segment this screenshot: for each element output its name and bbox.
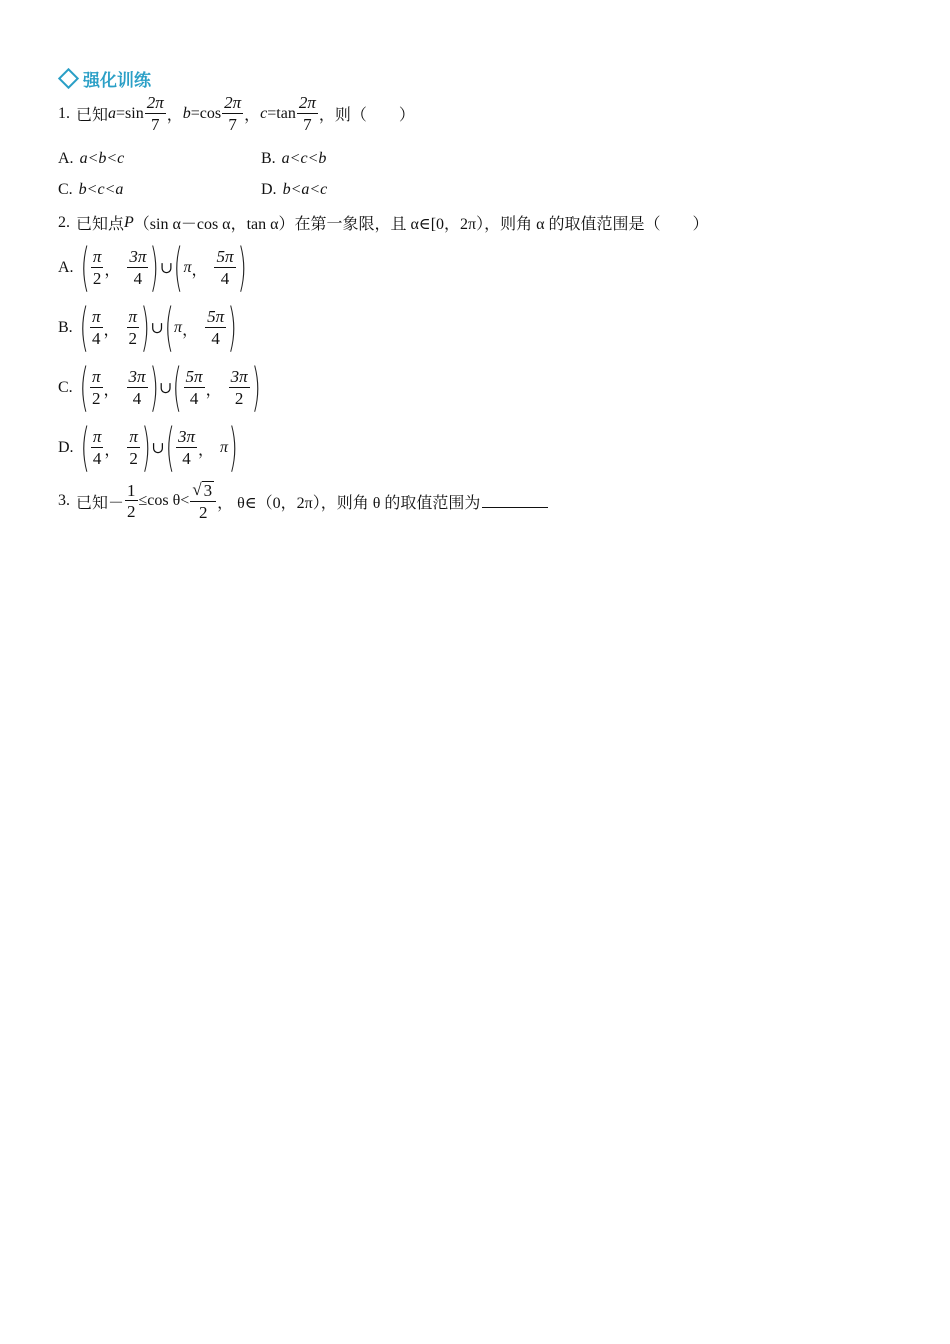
answer-blank[interactable] xyxy=(482,495,548,508)
q1-option-a[interactable]: A. a<b<c xyxy=(58,150,125,167)
q1-option-c[interactable]: C. b<c<a xyxy=(58,181,124,198)
c-eq: =tan xyxy=(267,104,296,122)
fraction: $\frac{2\pi}{7}$ xyxy=(146,93,164,134)
q2-stem: （sin α－cos α，tan α）在第一象限，且 α∈[0，2π），则角 α 的取值范围是（ ） xyxy=(133,216,709,233)
q1-option-b[interactable]: B. a<c<b xyxy=(261,150,327,167)
var-a: a xyxy=(108,104,117,122)
var-c: c xyxy=(260,104,268,122)
q2-option-c[interactable]: C. ( $\frac{\pi}{2}$ ， $\frac{3\pi}{4}$ ) ∪ ( $\frac{5\pi}{4}$ ， $\frac{3\pi}{2}$ ) xyxy=(58,358,261,418)
question-2: 2. 已知点 P （sin α－cos α，tan α）在第一象限，且 α∈[0，2π），则角 α 的取值范围是（ ） xyxy=(58,211,709,234)
diamond-icon xyxy=(58,68,79,89)
q1-tail: ，则（ ） xyxy=(318,107,415,125)
fraction: $\frac{2\pi}{7}$ xyxy=(224,93,242,134)
question-1: 1. 已知 a =sin $\frac{2\pi}{7}$ ， b =cos $\frac{2\pi}{7}$ ， c =tan $\frac{2\pi}{7}$ ，则（ ） xyxy=(58,93,415,134)
question-number: 3. xyxy=(58,492,70,510)
q1-intro: 已知 xyxy=(76,107,109,125)
a-eq: =sin xyxy=(116,104,144,122)
q2-option-d[interactable]: D. ( $\frac{\pi}{4}$ ， $\frac{\pi}{2}$ ) ∪ ( $\frac{3\pi}{4}$ ， π ) xyxy=(58,418,238,478)
sqrt-icon: √ 3 xyxy=(192,480,213,500)
q2-option-a[interactable]: A. ( $\frac{\pi}{2}$ ， $\frac{3\pi}{4}$ ) ∪ ( π ， $\frac{5\pi}{4}$ ) xyxy=(58,238,247,298)
point-p: P xyxy=(124,213,134,231)
q2-option-b[interactable]: B. ( $\frac{\pi}{4}$ ， $\frac{\pi}{2}$ ) ∪ ( π ， $\frac{5\pi}{4}$ ) xyxy=(58,298,237,358)
q1-option-d[interactable]: D. b<a<c xyxy=(261,181,328,198)
section-title: 强化训练 xyxy=(83,71,151,91)
b-eq: =cos xyxy=(190,104,222,122)
fraction: $\frac{2\pi}{7}$ xyxy=(298,93,316,134)
question-number: 2. xyxy=(58,213,70,231)
var-b: b xyxy=(182,104,191,122)
question-3: 3. 已知－ $\frac{1}{2}$ ≤cos θ< √ 3 2 ， θ∈（0，2π），则角 θ 的取值范围为 xyxy=(58,481,548,522)
section-heading xyxy=(58,66,151,91)
question-number: 1. xyxy=(58,104,70,122)
